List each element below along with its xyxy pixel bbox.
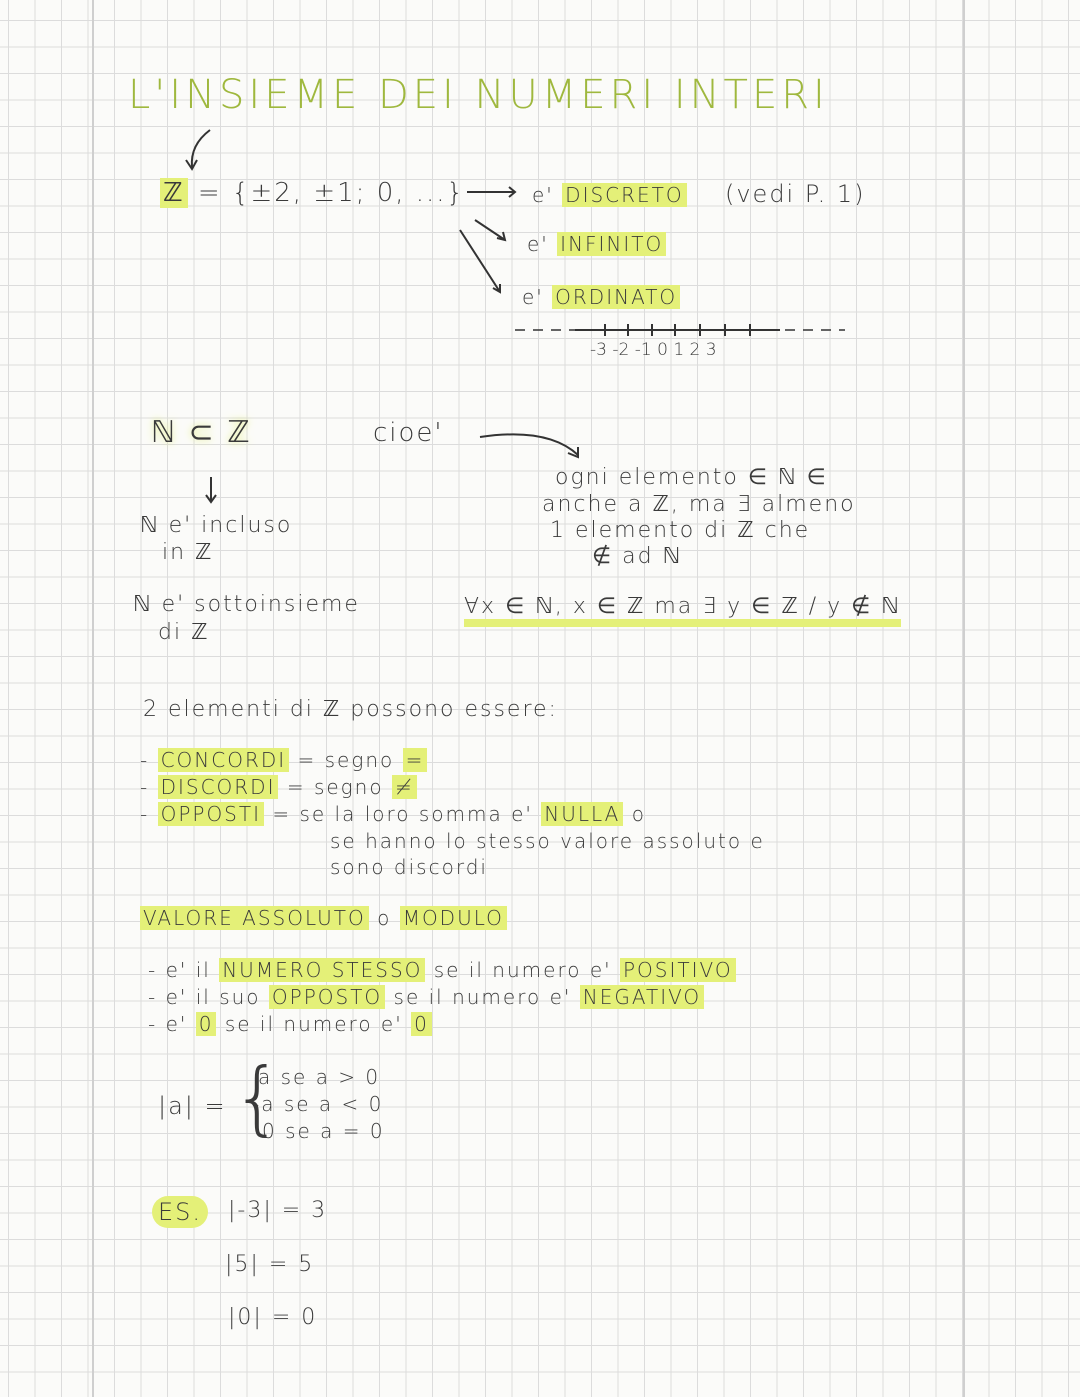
rule-text: - e' bbox=[148, 1012, 188, 1036]
set-definition bbox=[160, 178, 465, 208]
discordi-row: - DISCORDI = segno ≠ bbox=[140, 775, 417, 799]
property-prefix: e' bbox=[522, 285, 544, 309]
number-line bbox=[515, 320, 845, 340]
property-label: ORDINATO bbox=[552, 285, 680, 309]
explanation-line-1: ogni elemento ∈ ℕ ∈ bbox=[555, 465, 828, 490]
abs-lhs: |a| = bbox=[158, 1092, 227, 1120]
opposti-cont-2: sono discordi bbox=[330, 855, 488, 879]
tick-label: 2 bbox=[689, 340, 701, 360]
down-arrow-icon bbox=[203, 475, 219, 505]
rule-text: se il numero e' bbox=[224, 1012, 403, 1036]
property-discreto bbox=[532, 180, 865, 208]
modulo-label: MODULO bbox=[400, 906, 507, 930]
rule-highlight: 0 bbox=[411, 1012, 432, 1036]
number-line-ticks bbox=[590, 340, 717, 360]
row-after: o bbox=[631, 802, 646, 826]
row-symbol: = bbox=[403, 748, 428, 772]
concordi-row: - CONCORDI = segno = bbox=[140, 748, 427, 772]
property-label: DISCRETO bbox=[562, 183, 686, 207]
formal-definition: ∀x ∈ ℕ, x ∈ ℤ ma ∃ y ∈ ℤ / y ∉ ℕ bbox=[464, 594, 901, 627]
example-3: |0| = 0 bbox=[228, 1305, 318, 1330]
row-symbol: NULLA bbox=[541, 802, 623, 826]
cioe-arrow-icon bbox=[478, 425, 588, 465]
abs-case-2: -a se a < 0 bbox=[252, 1092, 384, 1116]
page-title: L'INSIEME DEI NUMERI INTERI bbox=[128, 72, 829, 118]
tick-label: -2 bbox=[612, 340, 630, 360]
property-ordinato bbox=[522, 285, 680, 309]
left-margin-line bbox=[92, 0, 94, 1397]
abs-rule-2 bbox=[148, 985, 704, 1009]
abs-case-1: a se a > 0 bbox=[258, 1065, 381, 1089]
abs-rule-3 bbox=[148, 1012, 432, 1036]
property-prefix: e' bbox=[527, 232, 549, 256]
rule-text: - e' il bbox=[148, 958, 211, 982]
explanation-line-3: 1 elemento di ℤ che bbox=[550, 518, 811, 543]
tick-label: -3 bbox=[590, 340, 607, 360]
z-symbol: ℤ bbox=[160, 178, 188, 208]
discordi-label: DISCORDI bbox=[158, 775, 279, 799]
incluso-line-1: ℕ e' incluso bbox=[140, 513, 293, 538]
rule-text: se il numero e' bbox=[393, 985, 572, 1009]
row-text: = segno bbox=[286, 775, 384, 799]
property-label: INFINITO bbox=[557, 232, 666, 256]
abs-heading bbox=[140, 906, 507, 930]
opposti-cont-1: se hanno lo stesso valore assoluto e bbox=[330, 829, 765, 853]
examples-label: ES. bbox=[152, 1196, 208, 1228]
inclusion-formula: ℕ ⊂ ℤ bbox=[151, 415, 252, 450]
valore-assoluto-label: VALORE ASSOLUTO bbox=[140, 906, 369, 930]
opposti-label: OPPOSTI bbox=[158, 802, 264, 826]
abs-brace: { bbox=[232, 1051, 285, 1144]
property-arrows-icon bbox=[455, 180, 525, 300]
row-symbol: ≠ bbox=[392, 775, 417, 799]
abs-rule-1 bbox=[148, 958, 736, 982]
cioe-label: cioe' bbox=[373, 418, 444, 448]
sottoinsieme-line-1: ℕ e' sottoinsieme bbox=[133, 592, 360, 617]
set-elements: = {±2, ±1; 0, ...} bbox=[197, 178, 466, 208]
rule-highlight: 0 bbox=[196, 1012, 217, 1036]
tick-label: 1 bbox=[673, 340, 685, 360]
property-prefix: e' bbox=[532, 183, 554, 207]
tick-label: 3 bbox=[705, 340, 717, 360]
incluso-line-2: in ℤ bbox=[162, 540, 214, 565]
concordi-label: CONCORDI bbox=[158, 748, 290, 772]
row-text: = segno bbox=[297, 748, 395, 772]
tick-label: 0 bbox=[657, 340, 668, 360]
elements-intro: 2 elementi di ℤ possono essere: bbox=[143, 697, 558, 722]
example-1: |-3| = 3 bbox=[228, 1198, 328, 1223]
rule-highlight: POSITIVO bbox=[620, 958, 736, 982]
rule-text: - e' il suo bbox=[148, 985, 261, 1009]
row-text: = se la loro somma e' bbox=[272, 802, 533, 826]
tick-label: -1 bbox=[634, 340, 652, 360]
abs-case-3: 0 se a = 0 bbox=[262, 1119, 385, 1143]
or-label: o bbox=[377, 906, 392, 930]
property-note: (vedi P. 1) bbox=[724, 180, 866, 208]
explanation-line-4: ∉ ad ℕ bbox=[592, 544, 683, 569]
opposti-row: - OPPOSTI = se la loro somma e' NULLA o bbox=[140, 802, 646, 826]
example-2: |5| = 5 bbox=[225, 1252, 315, 1277]
sottoinsieme-line-2: di ℤ bbox=[158, 620, 210, 645]
rule-highlight: NUMERO STESSO bbox=[219, 958, 425, 982]
rule-highlight: NEGATIVO bbox=[580, 985, 704, 1009]
rule-text: se il numero e' bbox=[433, 958, 612, 982]
title-arrow-icon bbox=[180, 125, 220, 175]
right-margin-line bbox=[963, 0, 965, 1397]
rule-highlight: OPPOSTO bbox=[269, 985, 385, 1009]
explanation-line-2: anche a ℤ, ma ∃ almeno bbox=[542, 492, 856, 517]
property-infinito bbox=[527, 232, 666, 256]
